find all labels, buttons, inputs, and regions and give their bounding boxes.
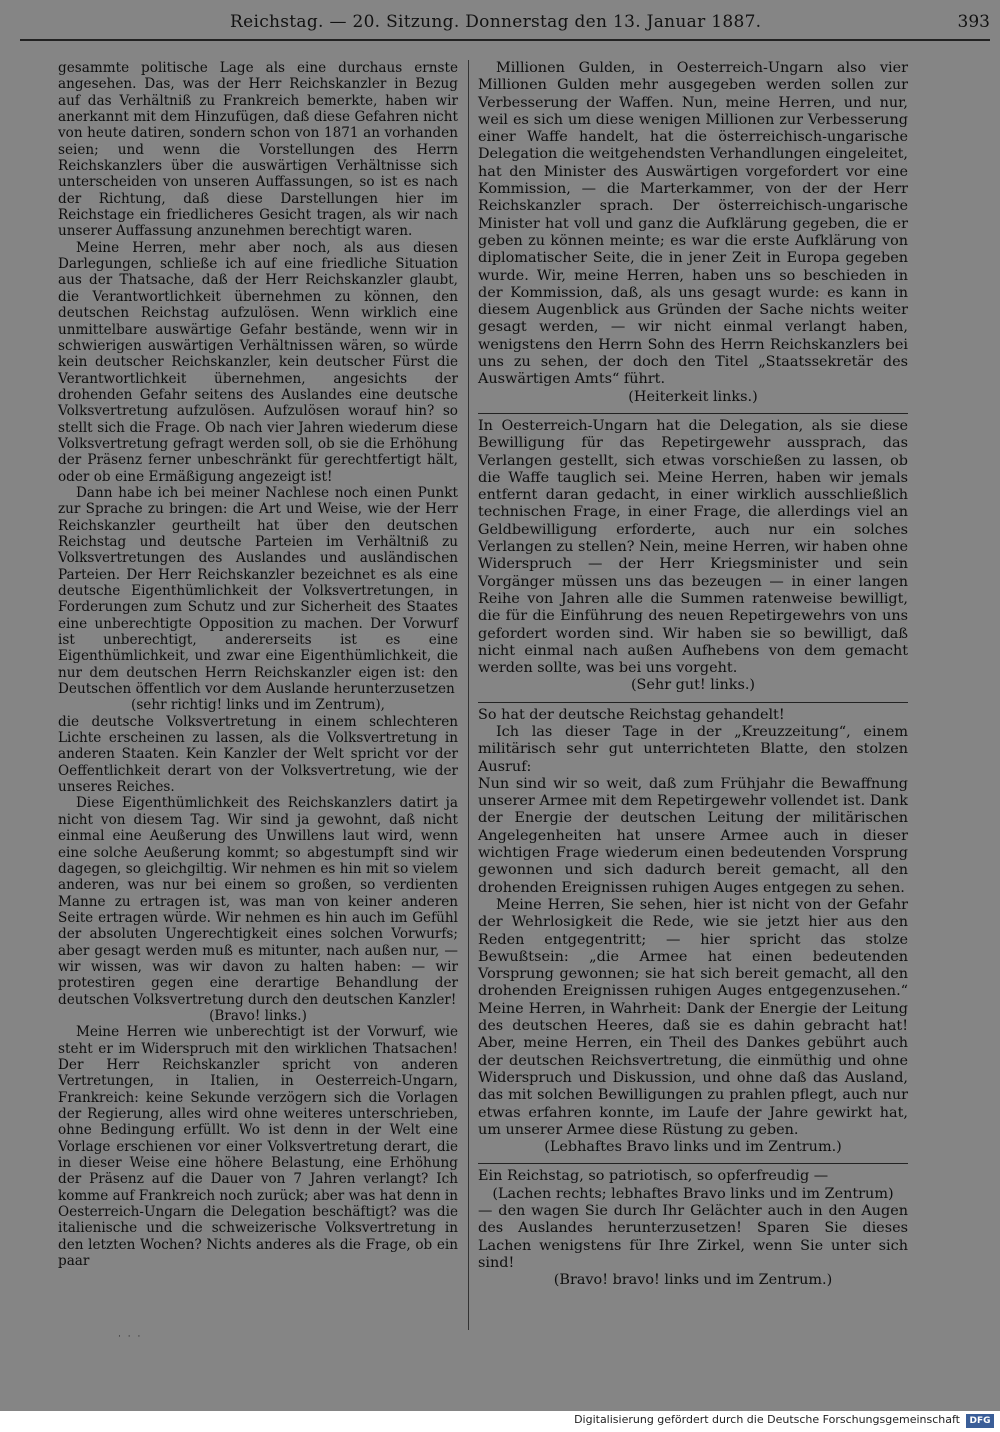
dfg-logo-icon: DFG [966, 1414, 994, 1428]
paragraph: Meine Herren wie unberechtigt ist der Vorwurf, wie steht er im Widerspruch mit den wirklichen Thatsachen! Der Herr Reichskanzler spricht von anderen Vertretungen, in Italien, in Oesterreich-Ungarn, Frankreich: keine Sekunde verzögern sich die Vorlagen der Regierung, alles wird ohne weiteres unterschrieben, ohne Bedingung erfüllt. Wo ist denn in der Welt eine Vorlage erschienen vor einer Volksvertretung derart, die in dieser Weise eine höhere Belastung, eine Erhöhung der Präsenz auf die Dauer von 7 Jahren verlangt? Ich komme auf Frankreich noch zurück; aber was hat denn in Oesterreich-Ungarn die Delegation beschäftigt? was die italienische und die schweizerische Volksvertretung in den letzten Wochen? Nichts anderes als die Frage, ob ein paar [58, 1024, 458, 1270]
paragraph: Ich las dieser Tage in der „Kreuzzeitung“, einem militärisch sehr gut unterrichteten Blatte, den stolzen Ausruf: [478, 723, 908, 775]
paragraph: Diese Eigenthümlichkeit des Reichskanzlers datirt ja nicht von diesem Tag. Wir sind ja gewohnt, daß nicht einmal eine Aeußerung des Unwillens laut wird, wenn eine solche Aeußerung kommt; so abgestumpft sind wir dagegen, so gleichgiltig. Wir nehmen es hin mit so vielem anderen, was nur bei einem so großen, so verdienten Manne zu ertragen ist, was man von keiner anderen Seite ertragen würde. Wir nehmen es hin auch im Gefühl der absoluten Ungerechtigkeit eines solchen Vorwurfs; aber gesagt werden muß es mitunter, nach außen nur, — wir wissen, was wir davon zu halten haben: — wir protestiren gegen eine derartige Behandlung der deutschen Volksvertretung durch den deutschen Kanzler! [58, 795, 458, 1008]
interjection: (Lachen rechts; lebhaftes Bravo links und im Zentrum) [492, 1185, 894, 1202]
separator-rule [478, 702, 908, 703]
paragraph: — den wagen Sie durch Ihr Gelächter auch in den Augen des Auslandes herunterzusetzen! Sparen Sie dieses Lachen wenigstens für Ihre Zirkel, wenn Sie unter sich sind! [478, 1203, 908, 1271]
paragraph: Ein Reichstag, so patriotisch, so opferfreudig — [478, 1168, 829, 1185]
header-rule [20, 39, 990, 41]
left-column [58, 60, 458, 1269]
paragraph: gesammte politische Lage als eine durchaus ernste angesehen. Das, was der Herr Reichskanzler in Bezug auf das Verhältniß zu Frankreich bemerkte, haben wir anerkannt mit dem Hinzufügen, daß diese Gefahren nicht von heute datiren, sondern schon von 1871 an vorhanden seien; und wenn die Vorstellungen des Herrn Reichskanzlers über die auswärtigen Verhältnisse sich unterscheiden von unseren Auffassungen, so ist es nach der Richtung, daß diese Darstellungen hier im Reichstage ein friedlicheres Gesicht tragen, als wir nach unserer Auffassung anzunehmen berechtigt waren. [58, 60, 458, 240]
interjection: (Bravo! bravo! links und im Zentrum.) [553, 1272, 833, 1289]
interjection: (Lebhaftes Bravo links und im Zentrum.) [544, 1139, 842, 1156]
paragraph: Dann habe ich bei meiner Nachlese noch einen Punkt zur Sprache zu bringen: die Art und Weise, wie der Herr Reichskanzler geurtheilt hat über den deutschen Reichstag und deutsche Parteien im Verhältniß zu Volksvertretungen des Auslandes und ausländischen Parteien. Der Herr Reichskanzler bezeichnet es als eine deutsche Eigenthümlichkeit der Volksvertretungen, in Forderungen zum Schutz und zur Sicherheit des Staates eine unberechtigte Opposition zu machen. Der Vorwurf ist unberechtigt, andererseits ist es eine Eigenthümlichkeit, und zwar eine Eigenthümlichkeit, die nur dem deutschen Herrn Reichskanzler eigen ist: den Deutschen öffentlich vor dem Auslande herunterzusetzen [58, 484, 458, 698]
interjection: (sehr richtig! links und im Zentrum), [131, 697, 385, 714]
running-title: Reichstag. — 20. Sitzung. Donnerstag den 13. Januar 1887. [230, 12, 762, 32]
block-quote: Nun sind wir so weit, daß zum Frühjahr die Bewaffnung unserer Armee mit dem Repetirgewehr vollendet ist. Dank der Energie der deutschen Leitung der militärischen Angelegenheiten hat unsere Armee auch in dieser wichtigen Frage wiederum einen bedeutenden Vorsprung gewonnen und sich dadurch bereit gemacht, all den drohenden Ereignissen ruhigen Auges entgegen zu sehen. [478, 775, 908, 896]
paragraph: So hat der deutsche Reichstag gehandelt! [478, 706, 785, 723]
separator-rule [478, 413, 908, 414]
digitization-credit: Digitalisierung gefördert durch die Deutsche Forschungsgemeinschaft [574, 1413, 960, 1426]
page-number: 393 [957, 12, 990, 32]
paragraph: Meine Herren, mehr aber noch, als aus diesen Darlegungen, schließe ich auf eine friedliche Situation aus der Thatsache, daß der Herr Reichskanzler glaubt, die Verantwortlichkeit übernehmen zu können, den deutschen Reichstag aufzulösen. Wenn wirklich eine unmittelbare auswärtige Gefahr bestände, wenn wir in schwierigen auswärtigen Verhältnissen wären, so würde kein deutscher Reichskanzler, kein deutscher Fürst die Verantwortlichkeit übernehmen, angesichts der drohenden Gefahr seitens des Auslandes eine deutsche Volksvertretung aufzulösen. Aufzulösen worauf hin? so stellt sich die Frage. Ob nach vier Jahren wiederum diese Volksvertretung gefragt werden soll, ob sie die Erhöhung der Präsenz ferner unbeschränkt für gerechtfertigt hält, oder ob eine Ermäßigung angezeigt ist! [58, 239, 458, 485]
paragraph: Meine Herren, Sie sehen, hier ist nicht von der Gefahr der Wehrlosigkeit die Rede, wie sie jetzt hier aus den Reden entgegentritt; — hier spricht das stolze Bewußtsein: „die Armee hat einen bedeutenden Vorsprung gewonnen; sie hat sich bereit gemacht, all den drohenden Ereignissen ruhigen Auges entgegenzusehen.“ Meine Herren, in Wahrheit: Dank der Energie der Leitung des deutschen Heeres, daß sie es dahin gebracht hat! Aber, meine Herren, ein Theil des Dankes gebührt auch der deutschen Reichsvertretung, die einmüthig und ohne Widerspruch und Diskussion, und ohne daß das Ausland, das mit solchen Bewilligungen zu prahlen pflegt, auch nur etwas erfahren konnte, im Laufe der Jahre gewirkt hat, um unserer Armee diese Rüstung zu geben. [478, 896, 908, 1138]
interjection: (Bravo! links.) [209, 1007, 307, 1024]
running-header [20, 8, 990, 42]
separator-rule [478, 1163, 908, 1164]
paragraph: In Oesterreich-Ungarn hat die Delegation, als sie diese Bewilligung für das Repetirgewehr aussprach, das Verlangen gestellt, sich etwas vorschießen zu lassen, ob die Waffe tauglich sei. Meine Herren, haben wir jemals entfernt daran gedacht, in einer wirklich ausschließlich technischen Frage, in einer Frage, die allerdings viel an Geldbewilligung erforderte, auch nur ein solches Verlangen zu stellen? Nein, meine Herren, wir haben ohne Widerspruch — der Herr Kriegsminister und sein Vorgänger müssen uns das bezeugen — in einer langen Reihe von Jahren alle die Summen ratenweise bewilligt, die für die Einführung des neuen Repetirgewehrs von uns gefordert worden sind. Wir haben sie so bewilligt, daß nicht einmal nach außen Aufhebens von dem gemacht werden sollte, was bei uns vorgeht. [478, 417, 908, 677]
paragraph: die deutsche Volksvertretung in einem schlechteren Lichte erscheinen zu lassen, als die Volksvertretung in anderen Staaten. Kein Kanzler der Welt spricht vor der Oeffentlichkeit derart von der Volksvertretung, wie der unseres Reiches. [58, 713, 458, 796]
scan-speck: · · · [118, 1332, 143, 1342]
interjection: (Sehr gut! links.) [630, 677, 756, 694]
paragraph: Millionen Gulden, in Oesterreich-Ungarn also vier Millionen Gulden mehr ausgegeben werden sollen zur Verbesserung der Waffen. Nun, meine Herren, und nur, weil es sich um diese wenigen Millionen zur Verbesserung einer Waffe handelt, hat die österreichisch-ungarische Delegation die weitgehendsten Verhandlungen eingeleitet, hat den Minister des Auswärtigen vorgefordert vor eine Kommission, — die Marterkammer, von der der Herr Reichskanzler sprach. Der österreichisch-ungarische Minister hat voll und ganz die Aufklärung gegeben, die er geben zu können meinte; es war die erste Aufklärung von diplomatischer Seite, die in jener Zeit in Europa gegeben wurde. Wir, meine Herren, haben uns so beschieden in der Kommission, daß, als uns gesagt wurde: es kann in diesem Augenblick aus Gründen der Sache nichts weiter gesagt werden, — wir nicht einmal verlangt haben, wenigstens den Herrn Sohn des Herrn Reichskanzlers bei uns zu sehen, der doch den Titel „Staatssekretär des Auswärtigen Amts“ führt. [478, 60, 908, 388]
column-divider [468, 60, 469, 1330]
right-column [478, 60, 908, 1289]
footer-bar [0, 1411, 1000, 1432]
interjection: (Heiterkeit links.) [628, 388, 758, 405]
